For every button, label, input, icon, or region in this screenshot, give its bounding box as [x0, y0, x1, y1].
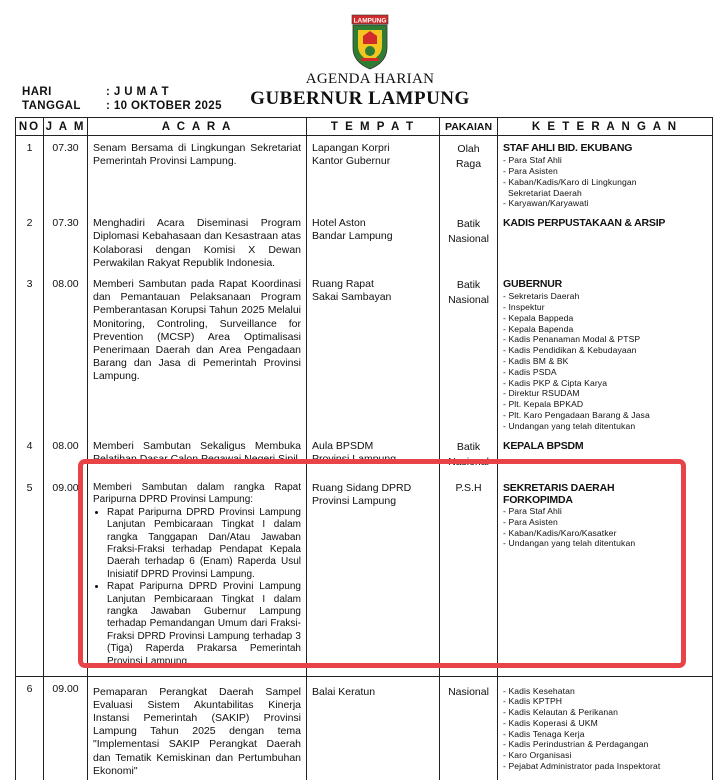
row-event: Memberi Sambutan pada Rapat Koordinasi dan Pemantauan Pelaksanaan Program Pemberantasan Korupsi Tahun 2025 Melalui Monitoring, Controling, Surveillance for Prevention (MCSP) Area Optimalisasi Penerimaan Daerah dan Area Pengadaan Barang dan Jasa di Pemerintah Provinsi Lampung.	[88, 272, 307, 434]
event-bullets	[93, 507, 301, 668]
row-notes	[498, 272, 713, 434]
row-no: 4	[16, 434, 44, 476]
notes-item: - Kadis Kelautan & Perikanan	[503, 707, 619, 718]
agenda-table	[15, 117, 713, 780]
row-no: 1	[16, 136, 44, 212]
row-event	[88, 476, 307, 676]
notes-head: STAF AHLI BID. EKUBANG	[503, 142, 633, 154]
notes-item: - Undangan yang telah ditentukan	[503, 538, 636, 549]
row-event: Memberi Sambutan Sekaligus Membuka Pelatihan Dasar Calon Pegawai Negeri Sipil	[88, 434, 307, 476]
table-header	[16, 118, 713, 136]
row-attire: Batik Nasional	[440, 211, 498, 272]
event-bullet: • Rapat Paripurna DPRD Provinsi Lampung Lanjutan Pembicaraan Tingkat I dalam rangka Tanggapan Dan/Atau Jawaban Fraksi-Fraksi terhadap Pendapat Kepala Daerah terhadap 6 (Enam) Raperda Usul Inisiatif DPRD Provinsi Lampung.	[107, 507, 301, 581]
hari-value: : J U M A T	[106, 86, 169, 98]
notes-item: - Kadis Perindustrian & Perdagangan	[503, 739, 649, 750]
notes-head: KADIS PERPUSTAKAAN & ARSIP	[503, 217, 666, 230]
table-row	[16, 272, 713, 434]
row-time: 09.00	[44, 676, 88, 780]
governor-title: GUBERNUR LAMPUNG	[250, 88, 470, 109]
notes-head: SEKRETARIS DAERAH FORKOPIMDA	[503, 482, 615, 506]
notes-item: - Kadis Kesehatan	[503, 685, 575, 696]
table-row	[16, 434, 713, 476]
notes-item: - Kadis Tenaga Kerja	[503, 728, 585, 739]
row-location: Aula BPSDM Provinsi Lampung	[307, 434, 440, 476]
table-row	[16, 136, 713, 212]
hari-label: HARI	[22, 86, 52, 98]
notes-item: - Karo Organisasi	[503, 750, 572, 761]
row-location: Balai Keratun	[307, 676, 440, 780]
notes-item: - Direktur RSUDAM	[503, 388, 580, 399]
notes-item: - Kadis PSDA	[503, 366, 557, 377]
notes-head: KEPALA BPSDM	[503, 440, 584, 452]
tanggal-label: TANGGAL	[22, 100, 81, 112]
row-event: Senam Bersama di Lingkungan Sekretariat Pemerintah Provinsi Lampung.	[88, 136, 307, 212]
row-no: 5	[16, 476, 44, 676]
column-header-acara: A C A R A	[88, 118, 307, 136]
row-notes	[498, 211, 713, 272]
row-time: 09.00	[44, 476, 88, 676]
notes-item: - Karyawan/Karyawati	[503, 198, 589, 209]
row-location: Ruang Sidang DPRD Provinsi Lampung	[307, 476, 440, 676]
event-bullet: • Rapat Paripurna DPRD Provini Lampung Lanjutan Pembicaraan Tingkat I dalam rangka Jawaban Gubernur Lampung terhadap Pemandangan Umum dari Fraksi-Fraksi DPRD Provinsi Lampung terhadap 3 (Tiga) Raperda Prakarsa Pemerintah Provinsi Lampung.	[107, 581, 301, 668]
notes-item: - Kaban/Kadis/Karo di Lingkungan Sekretariat Daerah	[503, 176, 637, 198]
notes-item: - Sekretaris Daerah	[503, 291, 580, 302]
row-attire: P.S.H	[440, 476, 498, 676]
notes-item: - Kadis Pendidikan & Kebudayaan	[503, 345, 637, 356]
row-notes	[498, 476, 713, 676]
notes-item: - Para Asisten	[503, 166, 558, 176]
row-attire: Batik Nasional	[440, 272, 498, 434]
tanggal-value: : 10 OKTOBER 2025	[106, 100, 222, 112]
notes-item: - Inspektur	[503, 302, 545, 312]
row-event: Pemaparan Perangkat Daerah Sampel Evaluasi Sistem Akuntabilitas Kinerja Instansi Pemerintah (SAKIP) Provinsi Lampung Tahun 2025 dengan tema "Implementasi SAKIP Perangkat Daerah dan Tematik Kemiskinan dan Pertumbuhan Ekonomi"	[88, 676, 307, 780]
svg-text:LAMPUNG: LAMPUNG	[353, 17, 387, 25]
lampung-logo	[349, 14, 391, 70]
row-time: 07.30	[44, 211, 88, 272]
notes-item: - Kaban/Kadis/Karo/Kasatker	[503, 527, 617, 538]
notes-item: - Kadis BM & BK	[503, 355, 569, 366]
column-header-no: NO	[16, 118, 44, 136]
column-header-tempat: T E M P A T	[307, 118, 440, 136]
row-attire: Olah Raga	[440, 136, 498, 212]
column-header-keterangan: K E T E R A N G A N	[498, 118, 713, 136]
row-location: Lapangan Korpri Kantor Gubernur	[307, 136, 440, 212]
row-notes	[498, 676, 713, 780]
table-row	[16, 476, 713, 676]
column-header-pakaian: PAKAIAN	[440, 118, 498, 136]
row-notes	[498, 434, 713, 476]
notes-item: - Kadis Koperasi & UKM	[503, 717, 598, 728]
column-header-jam: J A M	[44, 118, 88, 136]
notes-item: - Pejabat Administrator pada Inspektorat	[503, 761, 661, 772]
notes-item: - Undangan yang telah ditentukan	[503, 420, 636, 431]
notes-item: - Kepala Bappeda	[503, 312, 574, 323]
table-row	[16, 676, 713, 780]
notes-head: GUBERNUR	[503, 278, 563, 290]
notes-item: - Plt. Karo Pengadaan Barang & Jasa	[503, 409, 650, 420]
row-time: 08.00	[44, 272, 88, 434]
row-time: 07.30	[44, 136, 88, 212]
row-attire: Batik Nasional	[440, 434, 498, 476]
row-location: Ruang Rapat Sakai Sambayan	[307, 272, 440, 434]
row-no: 3	[16, 272, 44, 434]
row-event: Menghadiri Acara Diseminasi Program Diplomasi Kebahasaan dan Kesastraan atas Kolaborasi dengan Komisi X Dewan Perwakilan Rakyat Republik Indonesia.	[88, 211, 307, 272]
row-no: 6	[16, 676, 44, 780]
row-location: Hotel Aston Bandar Lampung	[307, 211, 440, 272]
agenda-title: AGENDA HARIAN	[305, 71, 435, 87]
notes-item: - Kepala Bapenda	[503, 323, 574, 334]
table-row	[16, 211, 713, 272]
event-intro: Memberi Sambutan dalam rangka Rapat Paripurna DPRD Provinsi Lampung:	[93, 482, 301, 506]
row-time: 08.00	[44, 434, 88, 476]
row-notes	[498, 136, 713, 212]
row-no: 2	[16, 211, 44, 272]
row-attire: Nasional	[440, 676, 498, 780]
notes-item: - Para Staf Ahli	[503, 155, 562, 166]
notes-item: - Plt. Kepala BPKAD	[503, 399, 584, 410]
notes-item: - Kadis Penanaman Modal & PTSP	[503, 334, 641, 345]
notes-item: - Para Staf Ahli	[503, 506, 562, 516]
notes-item: - Kadis KPTPH	[503, 696, 563, 707]
notes-item: - Para Asisten	[503, 516, 558, 527]
notes-item: - Kadis PKP & Cipta Karya	[503, 377, 608, 388]
